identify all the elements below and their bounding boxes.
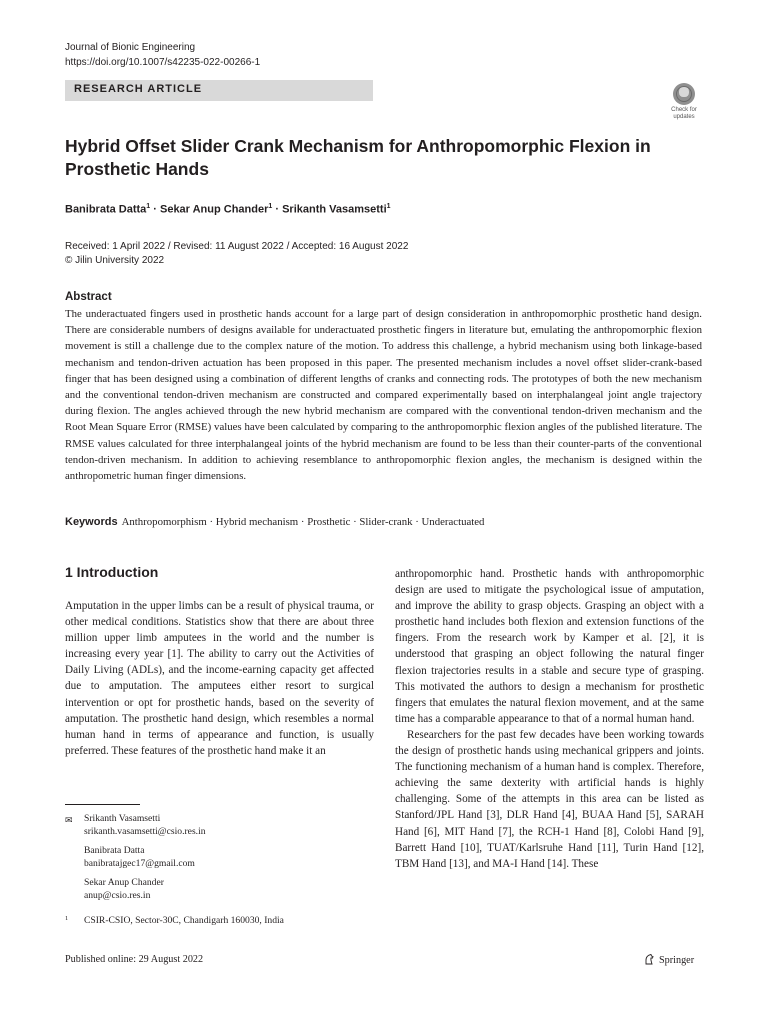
author-name: Sekar Anup Chander: [159, 203, 269, 216]
abstract-text: The underactuated fingers used in prosthetic hands account for a large part of design consideration in anthropomorphic prosthetic hand design. There are considerable numbers of designs available for underactuated prosthetic fingers in literature but, emulating the anthropomorphic flexion movement is still a challenge due to the complex nature of the motion. To address this challenge, a hybrid mechanism using both linkage-based mechanism and tendon-driven actuation has been proposed in this paper. The presented mechanism includes a novel offset slider-crank-based finger that has been designed using a combination of different lengths of cranks and connecting rods. The prototypes of both the new mechanism and the conventional tendon-driven mechanism are constructed and compared experimentally based on interphalangeal joint angle trajectory during flexion. The angles achieved through the new hybrid mechanism are compared with the conventional tendon-driven mechanism and the Root Mean Square Error (RMSE) values have been calculated by comparing to the anthropomorphic flexion angles of the published literature. The RMSE values calculated for three interphalangeal joints of the hybrid mechanism are found to be less than their counter-parts of the conventional tendon-driven mechanism. In addition to achieving resemblance to anthropomorphic flexion angles, the mechanism is designed within the anthropometric human finger dimensions.: [65, 308, 702, 483]
author-name: Banibrata Datta: [65, 203, 147, 216]
affiliation-sup: 1: [65, 915, 69, 922]
author-separator: ·: [150, 203, 160, 216]
paragraph: anthropomorphic hand. Prosthetic hands with anthropomorphic design are used to mitigate the psychological issue of amputation, and improve the ability to grasp objects. Grasping an object with a prosthetic hand includes both flexion and extension functions of the fingers. From the research work by Kamper et al. [2], it is understood that grasping an object following the natural finger flexion trajectories results in a stable and secure type of grasping. This motivated the authors to design a mechanism for prosthetic fingers that emulates the natural flexion movement, and at the same time has a comparable appearance to that of a normal human hand.: [395, 568, 704, 725]
article-type-band: [65, 80, 373, 101]
paragraph: Researchers for the past few decades have been working towards the design of prosthetic hands using mechanical grippers and joints. The functioning mechanism of a human hand is complex. Therefore, achieving the same dexterity with artificial hands is highly challenging. Some of the attempts in this area can be listed as Stanford/JPL Hand [3], DLR Hand [4], BUAA Hand [5], SARAH Hand [6], MIT Hand [7], the RCH-1 Hand [8], Colobi Hand [9], Barrett Hand [10], TUAT/Karlsruhe Hand [11], Turin Hand [12], TBM Hand [13], and MA-I Hand [14]. These: [395, 728, 704, 870]
contact-email[interactable]: anup@csio.res.in: [84, 890, 151, 901]
article-dates: [65, 240, 408, 268]
badge-line2: updates: [673, 114, 695, 120]
copyright-line: © Jilin University 2022: [65, 255, 165, 266]
section-heading-introduction: 1 Introduction: [65, 564, 159, 580]
published-date: Published online: 29 August 2022: [65, 954, 204, 965]
check-for-updates-badge[interactable]: [664, 83, 704, 125]
paragraph: Amputation in the upper limbs can be a result of physical trauma, or other medical conditions. Statistics show that there are about three million upper limb amputees in the world and the number is increasing every year [1]. The ability to carry out the Activities of Daily Living (ADLs), and the income-earning capacity get affected due to amputation. The amputees either resort to surgical intervention or opt for prosthetic hands, based on the severity of amputation. The prosthetic hand design, which resembles a normal human hand in terms of appearance and function, is usually preferred. These features of the prosthetic hand make it an: [65, 600, 374, 757]
text-column-right: [395, 566, 704, 872]
author-contact: [84, 876, 384, 902]
abstract-heading: Abstract: [65, 291, 112, 303]
journal-name: Journal of Bionic Engineering: [65, 42, 196, 53]
affiliation-text: CSIR-CSIO, Sector-30C, Chandigarh 160030, India: [84, 915, 284, 926]
publisher-logo: [643, 953, 694, 966]
contact-name: Srikanth Vasamsetti: [84, 813, 161, 824]
author-affil-sup: 1: [146, 203, 151, 210]
check-updates-icon: [673, 83, 695, 105]
author-name: Srikanth Vasamsetti: [282, 203, 387, 216]
footnote-divider: [65, 804, 140, 805]
journal-header: [65, 40, 260, 70]
author-affil-sup: 1: [268, 203, 273, 210]
author-affil-sup: 1: [386, 203, 391, 210]
article-title: Hybrid Offset Slider Crank Mechanism for Anthropomorphic Flexion in Prosthetic Hands: [65, 136, 651, 179]
springer-horse-icon: [643, 953, 655, 965]
publisher-name: Springer: [659, 955, 695, 966]
keywords-label: Keywords: [65, 516, 118, 528]
journal-doi[interactable]: https://doi.org/10.1007/s42235-022-00266-1: [65, 57, 261, 68]
contact-name: Sekar Anup Chander: [84, 877, 164, 888]
contact-email[interactable]: banibratajgec17@gmail.com: [84, 858, 195, 869]
envelope-icon: ✉: [65, 815, 73, 825]
history-dates: Received: 1 April 2022 / Revised: 11 August 2022 / Accepted: 16 August 2022: [65, 241, 409, 252]
author-contact: [84, 844, 384, 870]
text-column-left: [65, 598, 374, 759]
badge-line1: Check for: [671, 107, 697, 113]
author-list: [65, 203, 391, 216]
keywords-line: [65, 516, 705, 528]
contact-email[interactable]: srikanth.vasamsetti@csio.res.in: [84, 826, 206, 837]
keywords-text: Anthropomorphism · Hybrid mechanism · Prosthetic · Slider-crank · Underactuated: [121, 516, 485, 528]
contact-name: Banibrata Datta: [84, 845, 145, 856]
corresponding-author: [84, 812, 384, 838]
article-type-label: RESEARCH ARTICLE: [74, 83, 203, 95]
author-separator: ·: [272, 203, 283, 216]
